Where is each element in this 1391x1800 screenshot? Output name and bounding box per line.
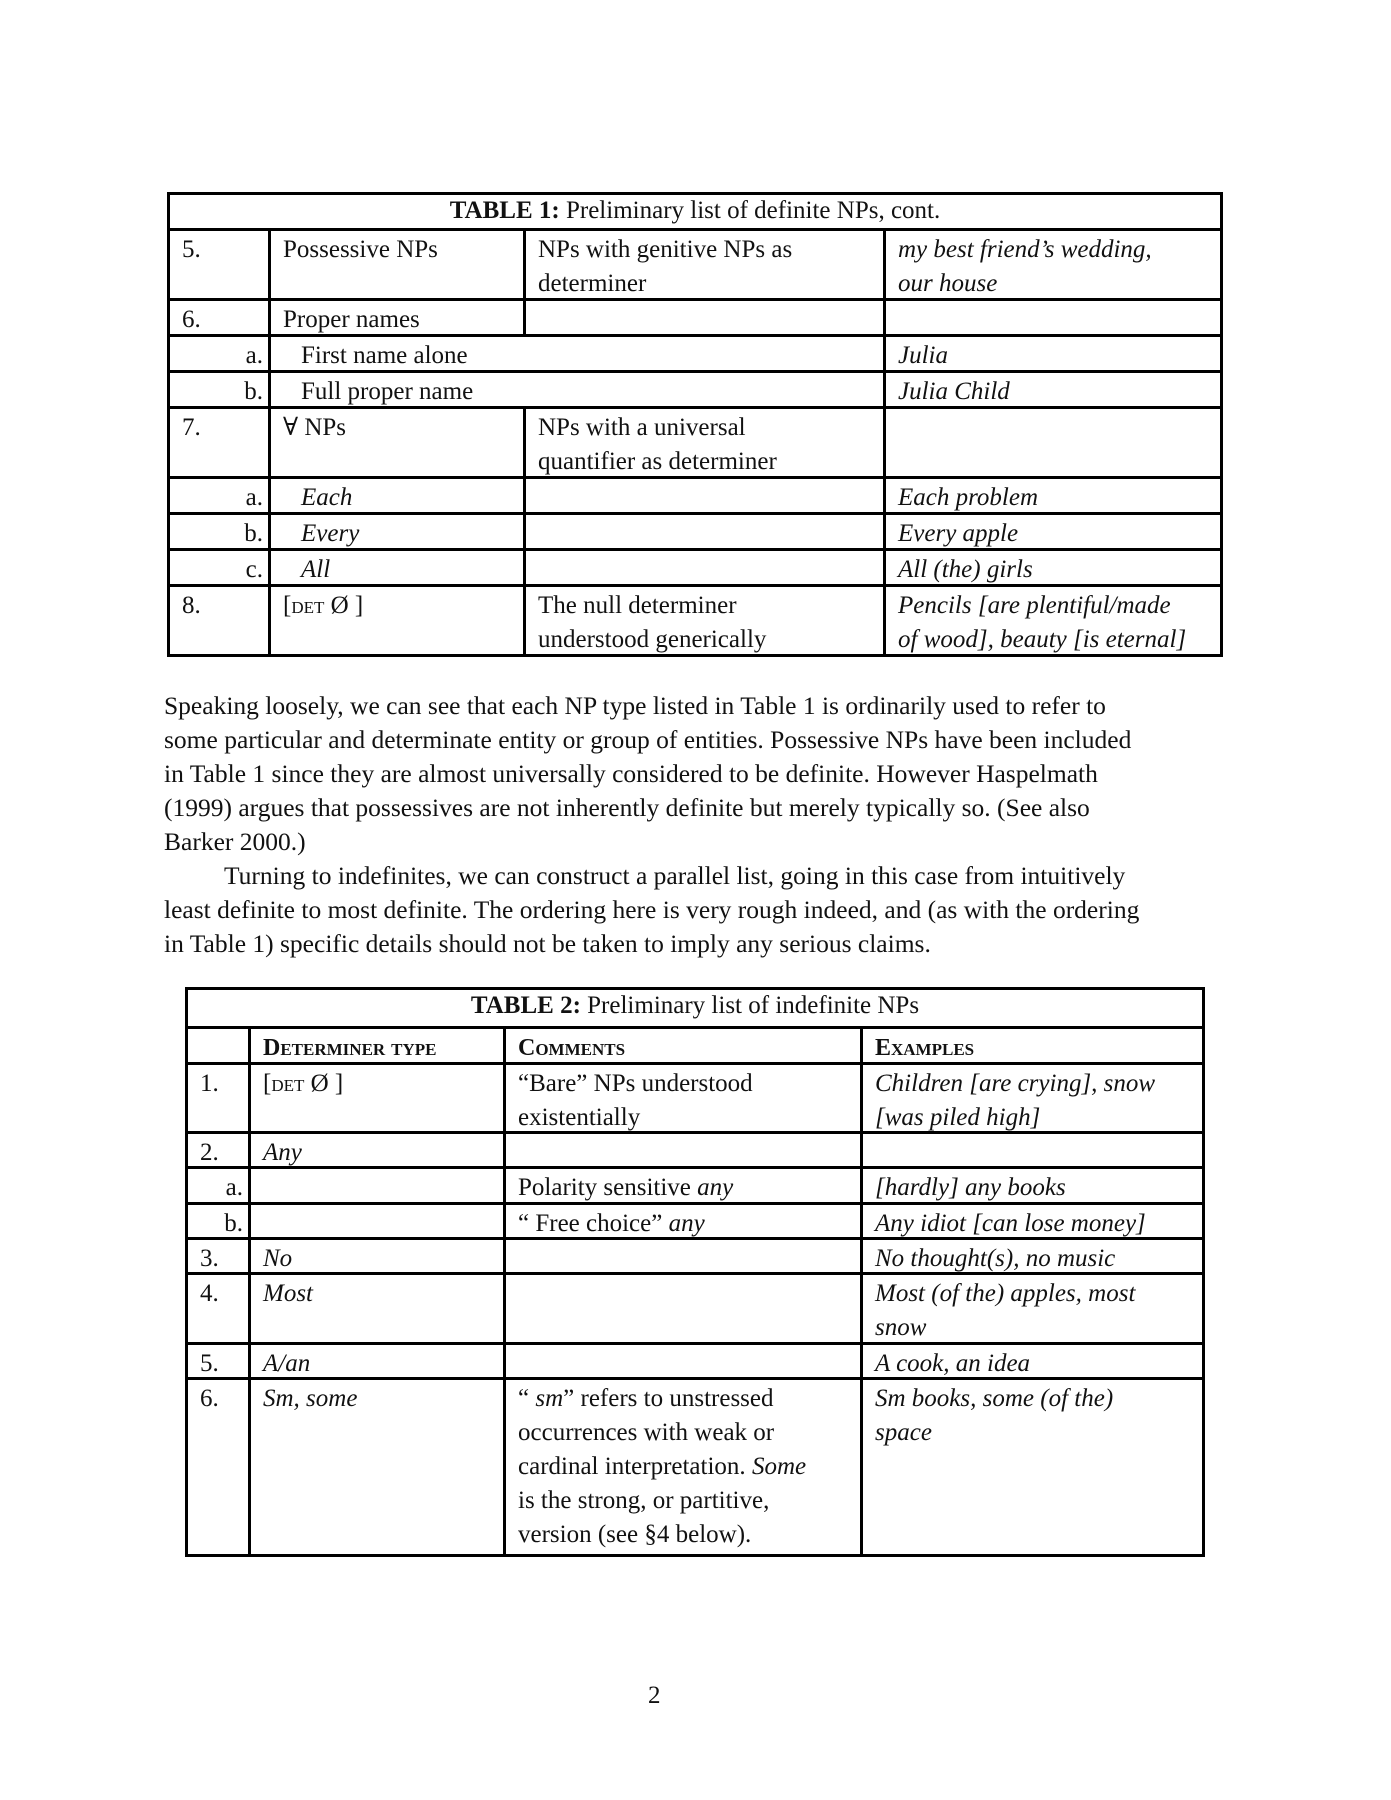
row-number: 7. [182, 414, 201, 441]
row-number: b. [244, 520, 263, 547]
row-number: 2. [200, 1139, 219, 1166]
table-row [170, 228, 1220, 298]
np-type: ∀ NPs [268, 409, 525, 476]
determiner-type [248, 1169, 506, 1202]
row-number: b. [244, 378, 263, 405]
np-type: All [268, 551, 525, 584]
np-example: Pencils [are plentiful/made of wood], beauty [is eternal] [883, 587, 1220, 657]
row-number: 4. [200, 1280, 219, 1307]
row-number: 6. [200, 1385, 219, 1412]
np-comment [523, 515, 885, 548]
example: Any idiot [can lose money] [860, 1205, 1202, 1237]
determiner-type: [DET Ø ] [248, 1065, 506, 1131]
comment [503, 1345, 863, 1377]
comment: “ sm” refers to unstressed occurrences with weak or cardinal interpretation. Some is the strong, or partitive, version (see §4 below). [503, 1380, 863, 1554]
header-comments: Comments [503, 1029, 863, 1062]
np-comment [523, 551, 885, 584]
determiner-type [248, 1205, 506, 1237]
row-number: c. [245, 556, 263, 583]
table-row [170, 476, 1220, 512]
np-example: Each problem [883, 479, 1220, 512]
np-type: First name alone [268, 337, 885, 370]
table-2-header-row [188, 1026, 1202, 1062]
table-row [188, 1166, 1202, 1202]
row-number: 8. [182, 592, 201, 619]
np-comment: The null determiner understood generically [523, 587, 885, 657]
table-1 [167, 192, 1223, 657]
text-line: (1999) argues that possessives are not inherently definite but merely typically so. (See also [164, 793, 1090, 822]
text-line: in Table 1) specific details should not be taken to imply any serious claims. [164, 929, 931, 958]
table-row [170, 512, 1220, 548]
table-row [188, 1272, 1202, 1342]
np-type: [DET Ø ] [268, 587, 525, 657]
table-row [188, 1202, 1202, 1237]
row-number: a. [245, 484, 263, 511]
example: Children [are crying], snow [was piled high] [860, 1065, 1202, 1131]
table-row [188, 1062, 1202, 1131]
table-row [170, 406, 1220, 476]
example: [hardly] any books [860, 1169, 1202, 1202]
table-1-title-row [170, 195, 1220, 231]
np-type: Proper names [268, 301, 525, 334]
np-example: Every apple [883, 515, 1220, 548]
np-type: Each [268, 479, 525, 512]
row-number: 6. [182, 306, 201, 333]
table-2 [185, 987, 1205, 1557]
determiner-type: Sm, some [248, 1380, 506, 1554]
np-comment: NPs with a universal quantifier as determiner [523, 409, 885, 476]
text-line: Speaking loosely, we can see that each NP type listed in Table 1 is ordinarily used to refer to [164, 691, 1106, 720]
table-row [188, 1237, 1202, 1272]
example [860, 1134, 1202, 1166]
np-example: Julia Child [883, 373, 1220, 406]
text-line: Turning to indefinites, we can construct a parallel list, going in this case from intuitively [224, 861, 1126, 890]
example: No thought(s), no music [860, 1240, 1202, 1272]
row-number: 3. [200, 1245, 219, 1272]
table-row [170, 584, 1220, 657]
table-row [188, 1377, 1202, 1554]
np-type: Every [268, 515, 525, 548]
comment: “ Free choice” any [503, 1205, 863, 1237]
text-line: some particular and determinate entity or group of entities. Possessive NPs have been included [164, 725, 1132, 754]
row-number: 1. [200, 1070, 219, 1097]
np-comment [523, 301, 885, 334]
table-row [170, 334, 1220, 370]
table-1-title: TABLE 1: Preliminary list of definite NPs, cont. [449, 197, 941, 224]
header-examples: Examples [860, 1029, 1202, 1062]
table-row [188, 1342, 1202, 1377]
determiner-type: Any [248, 1134, 506, 1166]
np-example [883, 301, 1220, 334]
np-example: my best friend’s wedding, our house [883, 231, 1220, 298]
comment: Polarity sensitive any [503, 1169, 863, 1202]
text-line: Barker 2000.) [164, 827, 306, 856]
table-row [170, 548, 1220, 584]
np-type: Possessive NPs [268, 231, 525, 298]
table-2-title: TABLE 2: Preliminary list of indefinite NPs [470, 992, 920, 1019]
np-type: Full proper name [268, 373, 885, 406]
determiner-type: Most [248, 1275, 506, 1342]
header-number [188, 1029, 251, 1062]
row-number: a. [245, 342, 263, 369]
comment [503, 1134, 863, 1166]
table-row [188, 1131, 1202, 1166]
row-number: 5. [182, 236, 201, 263]
determiner-type: A/an [248, 1345, 506, 1377]
page-number: 2 [648, 1682, 661, 1709]
header-determiner-type: Determiner type [248, 1029, 506, 1062]
comment: “Bare” NPs understood existentially [503, 1065, 863, 1131]
example: A cook, an idea [860, 1345, 1202, 1377]
np-comment [523, 479, 885, 512]
table-row [170, 370, 1220, 406]
np-example: All (the) girls [883, 551, 1220, 584]
example: Most (of the) apples, most snow [860, 1275, 1202, 1342]
table-2-title-row [188, 990, 1202, 1026]
np-example [883, 409, 1220, 476]
table-row [170, 298, 1220, 334]
row-number: b. [224, 1210, 243, 1237]
text-line: in Table 1 since they are almost universally considered to be definite. However Haspelmath [164, 759, 1098, 788]
example: Sm books, some (of the) space [860, 1380, 1202, 1554]
row-number: 5. [200, 1350, 219, 1377]
np-comment: NPs with genitive NPs as determiner [523, 231, 885, 298]
determiner-type: No [248, 1240, 506, 1272]
row-number: a. [225, 1174, 243, 1201]
comment [503, 1240, 863, 1272]
np-example: Julia [883, 337, 1220, 370]
text-line: least definite to most definite. The ordering here is very rough indeed, and (as with the ordering [164, 895, 1140, 924]
comment [503, 1275, 863, 1342]
